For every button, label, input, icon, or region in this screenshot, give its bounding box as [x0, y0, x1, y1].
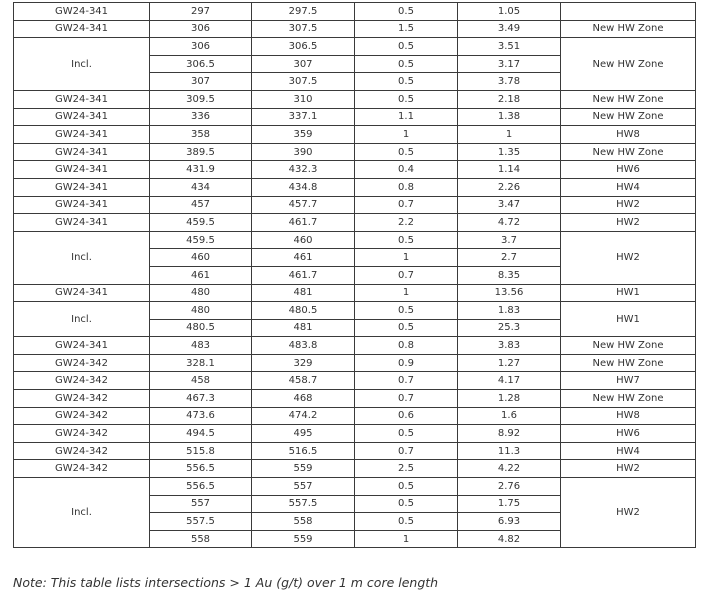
- grade-cell: 1.28: [458, 390, 561, 408]
- table-row: [14, 143, 696, 161]
- length-cell: 0.5: [355, 3, 458, 21]
- from-cell: 434: [150, 178, 252, 196]
- to-cell: 480.5: [252, 302, 355, 320]
- length-cell: 1: [355, 530, 458, 548]
- hole-id-cell: GW24-342: [14, 390, 150, 408]
- hole-id-cell: GW24-341: [14, 214, 150, 232]
- from-cell: 307: [150, 73, 252, 91]
- from-cell: 460: [150, 249, 252, 267]
- hole-id-cell: GW24-341: [14, 108, 150, 126]
- zone-cell: New HW Zone: [561, 143, 696, 161]
- zone-cell: HW4: [561, 442, 696, 460]
- to-cell: 557: [252, 478, 355, 496]
- grade-cell: 2.26: [458, 178, 561, 196]
- hole-id-cell: GW24-342: [14, 460, 150, 478]
- hole-id-cell: GW24-341: [14, 3, 150, 21]
- to-cell: 474.2: [252, 407, 355, 425]
- grade-cell: 1.38: [458, 108, 561, 126]
- to-cell: 495: [252, 425, 355, 443]
- zone-cell: HW2: [561, 231, 696, 284]
- zone-cell: New HW Zone: [561, 20, 696, 38]
- zone-cell: HW8: [561, 407, 696, 425]
- length-cell: 0.5: [355, 231, 458, 249]
- grade-cell: 3.83: [458, 337, 561, 355]
- from-cell: 558: [150, 530, 252, 548]
- to-cell: 306.5: [252, 38, 355, 56]
- zone-cell: HW1: [561, 284, 696, 302]
- table-row: [14, 214, 696, 232]
- hole-id-cell: GW24-342: [14, 425, 150, 443]
- length-cell: 0.7: [355, 442, 458, 460]
- grade-cell: 1.27: [458, 354, 561, 372]
- grade-cell: 8.92: [458, 425, 561, 443]
- length-cell: 1: [355, 126, 458, 144]
- table-row: [14, 161, 696, 179]
- length-cell: 0.5: [355, 143, 458, 161]
- from-cell: 336: [150, 108, 252, 126]
- zone-cell: HW2: [561, 460, 696, 478]
- table-row: [14, 38, 696, 56]
- to-cell: 461.7: [252, 214, 355, 232]
- grade-cell: 3.51: [458, 38, 561, 56]
- grade-cell: 2.18: [458, 90, 561, 108]
- grade-cell: 1.14: [458, 161, 561, 179]
- length-cell: 0.7: [355, 266, 458, 284]
- grade-cell: 13.56: [458, 284, 561, 302]
- from-cell: 309.5: [150, 90, 252, 108]
- length-cell: 0.7: [355, 196, 458, 214]
- length-cell: 0.5: [355, 425, 458, 443]
- to-cell: 359: [252, 126, 355, 144]
- to-cell: 457.7: [252, 196, 355, 214]
- to-cell: 307.5: [252, 20, 355, 38]
- to-cell: 461: [252, 249, 355, 267]
- grade-cell: 1.05: [458, 3, 561, 21]
- to-cell: 481: [252, 284, 355, 302]
- table-row: [14, 126, 696, 144]
- zone-cell: New HW Zone: [561, 90, 696, 108]
- hole-id-cell: GW24-341: [14, 337, 150, 355]
- table-row: [14, 20, 696, 38]
- from-cell: 306: [150, 20, 252, 38]
- table-row: [14, 390, 696, 408]
- hole-id-cell: GW24-342: [14, 407, 150, 425]
- length-cell: 0.5: [355, 73, 458, 91]
- from-cell: 459.5: [150, 214, 252, 232]
- hole-id-cell: GW24-341: [14, 90, 150, 108]
- table-row: [14, 354, 696, 372]
- length-cell: 0.5: [355, 90, 458, 108]
- grade-cell: 3.17: [458, 55, 561, 73]
- from-cell: 556.5: [150, 478, 252, 496]
- grade-cell: 4.82: [458, 530, 561, 548]
- to-cell: 432.3: [252, 161, 355, 179]
- table-row: [14, 284, 696, 302]
- length-cell: 0.5: [355, 319, 458, 337]
- table-row: [14, 178, 696, 196]
- table-note: Note: This table lists intersections > 1 Au (g/t) over 1 m core length: [13, 575, 439, 590]
- from-cell: 457: [150, 196, 252, 214]
- table-row: [14, 90, 696, 108]
- to-cell: 307: [252, 55, 355, 73]
- from-cell: 358: [150, 126, 252, 144]
- length-cell: 0.8: [355, 337, 458, 355]
- hole-id-cell: Incl.: [14, 478, 150, 548]
- grade-cell: 1.35: [458, 143, 561, 161]
- zone-cell: HW4: [561, 178, 696, 196]
- table-row: [14, 442, 696, 460]
- to-cell: 310: [252, 90, 355, 108]
- hole-id-cell: GW24-342: [14, 354, 150, 372]
- from-cell: 473.6: [150, 407, 252, 425]
- to-cell: 516.5: [252, 442, 355, 460]
- length-cell: 1: [355, 249, 458, 267]
- from-cell: 557: [150, 495, 252, 513]
- grade-cell: 4.22: [458, 460, 561, 478]
- grade-cell: 4.17: [458, 372, 561, 390]
- length-cell: 0.7: [355, 390, 458, 408]
- to-cell: 460: [252, 231, 355, 249]
- hole-id-cell: GW24-341: [14, 196, 150, 214]
- grade-cell: 6.93: [458, 513, 561, 531]
- to-cell: 337.1: [252, 108, 355, 126]
- grade-cell: 4.72: [458, 214, 561, 232]
- grade-cell: 1.83: [458, 302, 561, 320]
- zone-cell: HW6: [561, 425, 696, 443]
- length-cell: 0.9: [355, 354, 458, 372]
- table-row: [14, 478, 696, 496]
- length-cell: 0.4: [355, 161, 458, 179]
- to-cell: 307.5: [252, 73, 355, 91]
- zone-cell: HW2: [561, 196, 696, 214]
- from-cell: 328.1: [150, 354, 252, 372]
- length-cell: 0.6: [355, 407, 458, 425]
- zone-cell: New HW Zone: [561, 354, 696, 372]
- from-cell: 458: [150, 372, 252, 390]
- zone-cell: New HW Zone: [561, 108, 696, 126]
- table-row: [14, 460, 696, 478]
- hole-id-cell: Incl.: [14, 231, 150, 284]
- hole-id-cell: GW24-342: [14, 372, 150, 390]
- length-cell: 1.5: [355, 20, 458, 38]
- length-cell: 2.2: [355, 214, 458, 232]
- hole-id-cell: GW24-341: [14, 143, 150, 161]
- length-cell: 0.5: [355, 38, 458, 56]
- grade-cell: 3.78: [458, 73, 561, 91]
- from-cell: 431.9: [150, 161, 252, 179]
- hole-id-cell: GW24-342: [14, 442, 150, 460]
- table-row: [14, 231, 696, 249]
- to-cell: 461.7: [252, 266, 355, 284]
- hole-id-cell: GW24-341: [14, 161, 150, 179]
- zone-cell: HW2: [561, 478, 696, 548]
- to-cell: 483.8: [252, 337, 355, 355]
- from-cell: 389.5: [150, 143, 252, 161]
- zone-cell: HW1: [561, 302, 696, 337]
- from-cell: 494.5: [150, 425, 252, 443]
- to-cell: 557.5: [252, 495, 355, 513]
- from-cell: 515.8: [150, 442, 252, 460]
- hole-id-cell: GW24-341: [14, 284, 150, 302]
- table-row: [14, 425, 696, 443]
- from-cell: 297: [150, 3, 252, 21]
- table-row: [14, 337, 696, 355]
- grade-cell: 1: [458, 126, 561, 144]
- from-cell: 461: [150, 266, 252, 284]
- to-cell: 458.7: [252, 372, 355, 390]
- table-row: [14, 302, 696, 320]
- zone-cell: HW6: [561, 161, 696, 179]
- zone-cell: HW7: [561, 372, 696, 390]
- from-cell: 459.5: [150, 231, 252, 249]
- length-cell: 2.5: [355, 460, 458, 478]
- grade-cell: 2.76: [458, 478, 561, 496]
- grade-cell: 3.47: [458, 196, 561, 214]
- table-row: [14, 196, 696, 214]
- hole-id-cell: Incl.: [14, 38, 150, 91]
- length-cell: 0.8: [355, 178, 458, 196]
- from-cell: 557.5: [150, 513, 252, 531]
- to-cell: 434.8: [252, 178, 355, 196]
- length-cell: 0.7: [355, 372, 458, 390]
- hole-id-cell: GW24-341: [14, 20, 150, 38]
- table-row: [14, 372, 696, 390]
- length-cell: 0.5: [355, 495, 458, 513]
- from-cell: 480: [150, 284, 252, 302]
- table-row: [14, 3, 696, 21]
- to-cell: 297.5: [252, 3, 355, 21]
- grade-cell: 11.3: [458, 442, 561, 460]
- from-cell: 306.5: [150, 55, 252, 73]
- to-cell: 481: [252, 319, 355, 337]
- length-cell: 0.5: [355, 55, 458, 73]
- zone-cell: HW8: [561, 126, 696, 144]
- length-cell: 0.5: [355, 302, 458, 320]
- zone-cell: New HW Zone: [561, 38, 696, 91]
- from-cell: 306: [150, 38, 252, 56]
- from-cell: 483: [150, 337, 252, 355]
- from-cell: 480: [150, 302, 252, 320]
- hole-id-cell: GW24-341: [14, 126, 150, 144]
- zone-cell: New HW Zone: [561, 390, 696, 408]
- zone-cell: New HW Zone: [561, 337, 696, 355]
- grade-cell: 3.49: [458, 20, 561, 38]
- table-row: [14, 108, 696, 126]
- from-cell: 480.5: [150, 319, 252, 337]
- intersections-table: [13, 2, 696, 548]
- hole-id-cell: Incl.: [14, 302, 150, 337]
- length-cell: 0.5: [355, 513, 458, 531]
- zone-cell: HW2: [561, 214, 696, 232]
- table-row: [14, 407, 696, 425]
- from-cell: 556.5: [150, 460, 252, 478]
- hole-id-cell: GW24-341: [14, 178, 150, 196]
- grade-cell: 1.6: [458, 407, 561, 425]
- length-cell: 0.5: [355, 478, 458, 496]
- length-cell: 1: [355, 284, 458, 302]
- grade-cell: 3.7: [458, 231, 561, 249]
- grade-cell: 1.75: [458, 495, 561, 513]
- to-cell: 559: [252, 530, 355, 548]
- grade-cell: 2.7: [458, 249, 561, 267]
- to-cell: 558: [252, 513, 355, 531]
- to-cell: 468: [252, 390, 355, 408]
- grade-cell: 8.35: [458, 266, 561, 284]
- to-cell: 329: [252, 354, 355, 372]
- length-cell: 1.1: [355, 108, 458, 126]
- to-cell: 559: [252, 460, 355, 478]
- to-cell: 390: [252, 143, 355, 161]
- grade-cell: 25.3: [458, 319, 561, 337]
- zone-cell: [561, 3, 696, 21]
- from-cell: 467.3: [150, 390, 252, 408]
